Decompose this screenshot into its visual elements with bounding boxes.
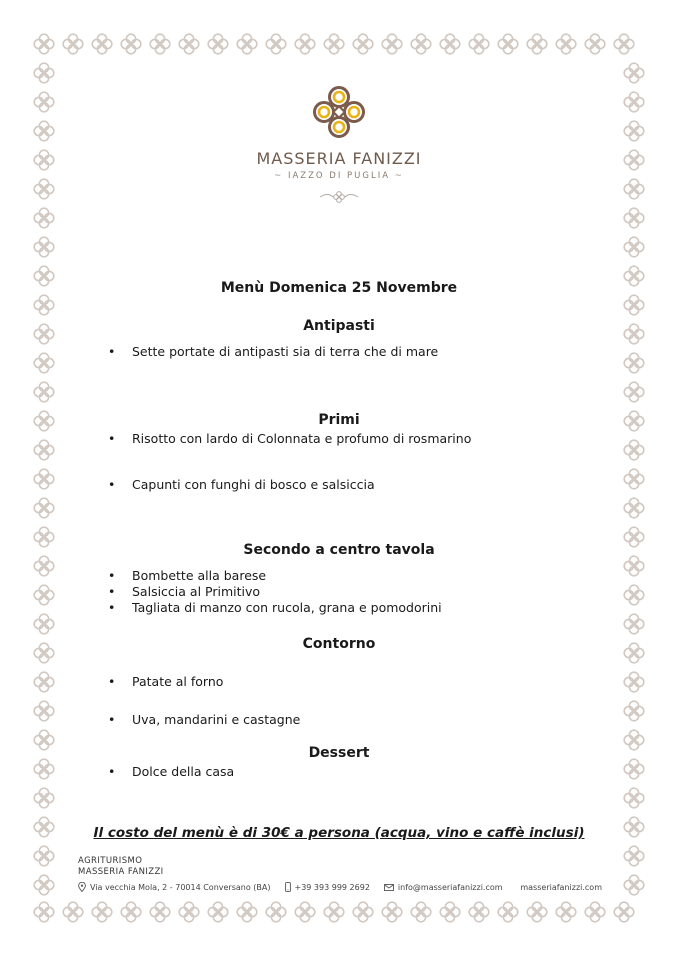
menu-item: • Dolce della casa	[108, 764, 235, 779]
section-heading-antipasti: Antipasti	[303, 318, 375, 334]
footer-org-line1: AGRITURISMO	[78, 856, 143, 866]
border-motif	[34, 759, 54, 779]
border-motif	[624, 672, 644, 692]
border-motif	[624, 179, 644, 199]
border-motif	[624, 208, 644, 228]
border-motif	[382, 902, 402, 922]
border-motif	[34, 440, 54, 460]
footer-email[interactable]: info@masseriafanizzi.com	[384, 883, 503, 892]
section-heading-secondo: Secondo a centro tavola	[243, 542, 435, 558]
menu-item: • Sette portate di antipasti sia di terra che di mare	[108, 344, 439, 359]
border-motif	[34, 92, 54, 112]
border-motif	[624, 846, 644, 866]
border-motif	[121, 902, 141, 922]
border-motif	[34, 353, 54, 373]
border-motif	[34, 902, 54, 922]
menu-item: • Bombette alla barese	[108, 568, 267, 583]
border-motif	[624, 121, 644, 141]
border-motif	[624, 875, 644, 895]
border-motif	[34, 34, 54, 54]
border-motif	[585, 902, 605, 922]
small-ornament-icon	[318, 190, 360, 204]
border-motif	[295, 902, 315, 922]
border-motif	[92, 34, 112, 54]
brand-subtitle-text: IAZZO DI PUGLIA	[287, 171, 391, 181]
border-motif	[624, 701, 644, 721]
footer-organization	[78, 856, 164, 878]
mail-icon	[384, 884, 394, 891]
border-motif	[34, 63, 54, 83]
border-motif	[614, 34, 634, 54]
menu-item: • Salsiccia al Primitivo	[108, 584, 261, 599]
border-motif	[34, 382, 54, 402]
border-motif	[34, 614, 54, 634]
border-motif	[34, 556, 54, 576]
border-motif	[614, 902, 634, 922]
phone-icon	[285, 882, 291, 892]
border-motif	[179, 902, 199, 922]
border-motif	[624, 759, 644, 779]
border-motif	[121, 34, 141, 54]
border-motif	[208, 902, 228, 922]
border-motif	[295, 34, 315, 54]
menu-item: • Risotto con lardo di Colonnata e profumo di rosmarino	[108, 431, 472, 446]
footer-website-link[interactable]: masseriafanizzi.com	[520, 882, 602, 892]
border-motif	[353, 34, 373, 54]
menu-title: Menù Domenica 25 Novembre	[220, 280, 458, 296]
border-motif	[34, 585, 54, 605]
border-motif	[411, 902, 431, 922]
border-motif	[624, 498, 644, 518]
menu-item: • Capunti con funghi di bosco e salsiccia	[108, 477, 375, 492]
border-motif	[556, 902, 576, 922]
menu-item: • Patate al forno	[108, 674, 224, 689]
border-motif	[585, 34, 605, 54]
border-motif	[34, 788, 54, 808]
menu-item: • Tagliata di manzo con rucola, grana e pomodorini	[108, 600, 442, 615]
border-motif	[527, 902, 547, 922]
footer-contacts	[78, 882, 602, 892]
border-motif	[624, 788, 644, 808]
border-motif	[34, 672, 54, 692]
border-motif	[624, 353, 644, 373]
border-motif	[469, 34, 489, 54]
border-motif	[440, 902, 460, 922]
border-motif	[498, 902, 518, 922]
border-motif	[382, 34, 402, 54]
border-motif	[440, 34, 460, 54]
brand-logo-icon	[309, 82, 369, 142]
border-motif	[624, 440, 644, 460]
brand-subtitle: ~ IAZZO DI PUGLIA ~	[274, 171, 404, 181]
section-heading-contorno: Contorno	[302, 636, 376, 652]
border-motif	[34, 295, 54, 315]
border-motif	[624, 295, 644, 315]
border-motif	[624, 63, 644, 83]
border-motif	[150, 902, 170, 922]
border-motif	[624, 614, 644, 634]
border-motif	[498, 34, 518, 54]
price-note: Il costo del menù è di 30€ a persona (acqua, vino e caffè inclusi)	[93, 825, 585, 841]
border-motif	[624, 585, 644, 605]
section-heading-dessert: Dessert	[308, 745, 370, 761]
border-motif	[34, 121, 54, 141]
border-motif	[63, 902, 83, 922]
border-motif	[624, 556, 644, 576]
border-motif	[624, 469, 644, 489]
border-motif	[237, 902, 257, 922]
border-motif	[34, 237, 54, 257]
border-motif	[150, 34, 170, 54]
border-motif	[324, 902, 344, 922]
border-motif	[624, 237, 644, 257]
footer-address: Via vecchia Mola, 2 - 70014 Conversano (BA)	[78, 882, 271, 892]
border-motif	[527, 34, 547, 54]
border-motif	[63, 34, 83, 54]
border-motif	[411, 34, 431, 54]
section-heading-primi: Primi	[318, 412, 360, 428]
footer-org-line2: MASSERIA FANIZZI	[78, 867, 164, 877]
border-motif	[92, 902, 112, 922]
border-motif	[34, 875, 54, 895]
menu-item: • Uva, mandarini e castagne	[108, 712, 301, 727]
border-motif	[34, 179, 54, 199]
border-motif	[624, 92, 644, 112]
location-pin-icon	[78, 882, 86, 892]
border-motif	[266, 902, 286, 922]
border-motif	[353, 902, 373, 922]
border-motif	[34, 498, 54, 518]
border-motif	[556, 34, 576, 54]
brand-name: MASSERIA FANIZZI	[256, 149, 422, 168]
border-motif	[34, 846, 54, 866]
border-motif	[208, 34, 228, 54]
footer-phone[interactable]: +39 393 999 2692	[285, 882, 370, 892]
border-motif	[624, 382, 644, 402]
border-motif	[34, 701, 54, 721]
border-motif	[34, 469, 54, 489]
border-motif	[469, 902, 489, 922]
border-motif	[324, 34, 344, 54]
border-motif	[179, 34, 199, 54]
border-motif	[237, 34, 257, 54]
border-motif	[266, 34, 286, 54]
border-motif	[34, 208, 54, 228]
